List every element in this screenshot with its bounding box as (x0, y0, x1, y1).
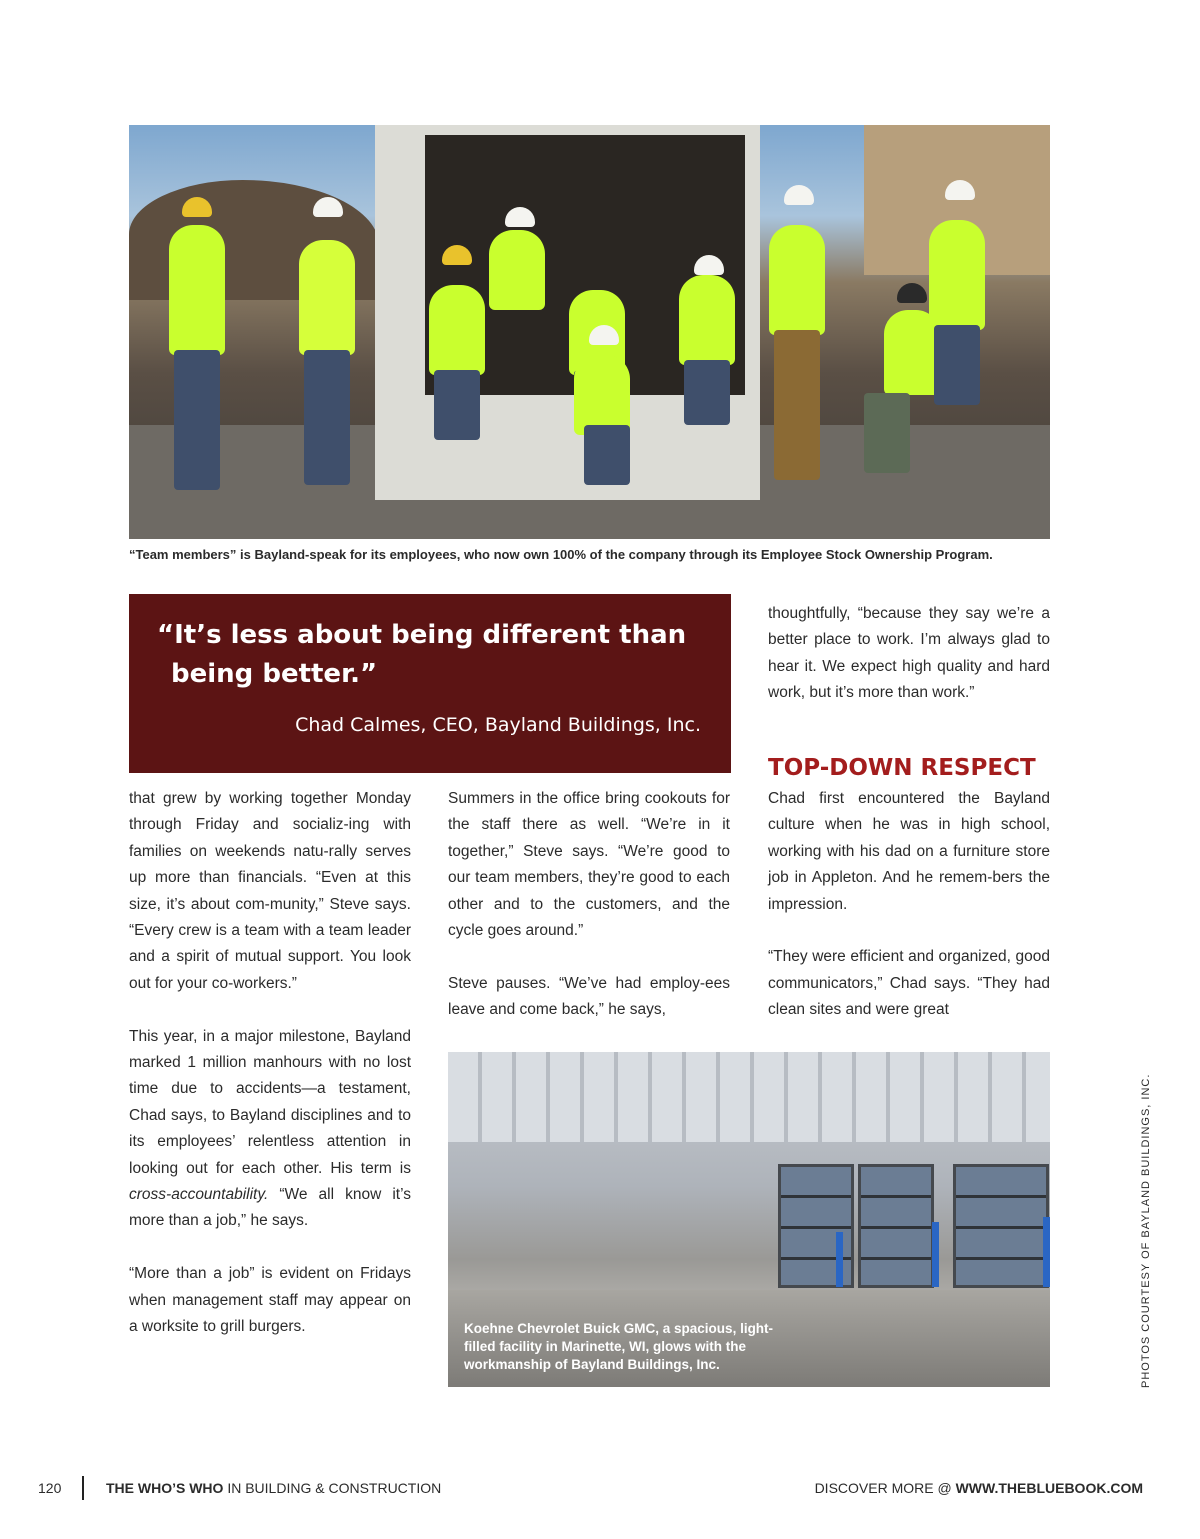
website-link[interactable]: WWW.THEBLUEBOOK.COM (955, 1480, 1143, 1496)
pull-quote-line-2: being better.” (171, 659, 378, 689)
pull-quote-box (129, 594, 731, 773)
footer-divider (82, 1476, 84, 1500)
section-heading: TOP-DOWN RESPECT (768, 755, 1036, 781)
service-bay-caption: Koehne Chevrolet Buick GMC, a spacious, light-filled facility in Marinette, WI, glows with the workmanship of Bayland Buildings, Inc. (464, 1321, 774, 1372)
article-column-2 (448, 786, 730, 1050)
service-bay-photo (448, 1052, 1050, 1387)
column-3-paragraph-2: “They were efficient and organized, good communicators,” Chad says. “They had clean sites and were great (768, 948, 1050, 1019)
column-2-paragraph-2: Steve pauses. “We’ve had employ-ees leave and come back,” he says, (448, 974, 730, 1019)
column-3-paragraph-1: Chad first encountered the Bayland culture when he was in high school, working with his dad on a furniture store job in Appleton. And he remem-bers the impression. (768, 790, 1050, 913)
photo-credit: PHOTOS COURTESY OF BAYLAND BUILDINGS, INC. (1140, 1073, 1152, 1388)
publication-title: THE WHO’S WHO IN BUILDING & CONSTRUCTION (106, 1480, 442, 1496)
column-1-paragraph-1: that grew by working together Monday through Friday and socializ-ing with families on weekends natu-rally serves up more than financials. “Even at this size, it’s about com-munity,” Steve says. “Every crew is a team with a team leader and a spirit of mutual support. You look out for your co-workers.” (129, 790, 411, 992)
column-1-paragraph-2: This year, in a major milestone, Bayland marked 1 million manhours with no lost time due to accidents—a testament, Chad says, to Bayland disciplines and to its employees’ relentless attention in looking out for each other. His term is cross-accountability. “We all know it’s more than a job,” he says. (129, 1027, 411, 1230)
column-3-paragraph-0: thoughtfully, “because they say we’re a better place to work. I’m always glad to hear it. We expect high quality and hard work, but it’s more than work.” (768, 605, 1050, 702)
pull-quote-attribution: Chad Calmes, CEO, Bayland Buildings, Inc. (295, 714, 701, 736)
discover-more: DISCOVER MORE @ WWW.THEBLUEBOOK.COM (814, 1480, 1143, 1496)
page-number: 120 (38, 1480, 62, 1496)
column-1-paragraph-3: “More than a job” is evident on Fridays when management staff may appear on a worksite to grill burgers. (129, 1265, 411, 1336)
pull-quote-line-1: “It’s less about being different than (157, 620, 687, 650)
pull-quote-text (157, 616, 717, 694)
crew-photo (129, 125, 1050, 539)
crew-photo-caption: “Team members” is Bayland-speak for its employees, who now own 100% of the company through its Employee Stock Ownership Program. (129, 547, 993, 562)
article-column-3 (768, 786, 1050, 1050)
column-2-paragraph-1: Summers in the office bring cookouts for the staff there as well. “We’re in it together,” Steve says. “We’re good to our team members, they’re good to each other and to the customers, and the cycle goes around.” (448, 790, 730, 940)
article-column-3-top (768, 601, 1050, 733)
article-column-1 (129, 786, 411, 1367)
